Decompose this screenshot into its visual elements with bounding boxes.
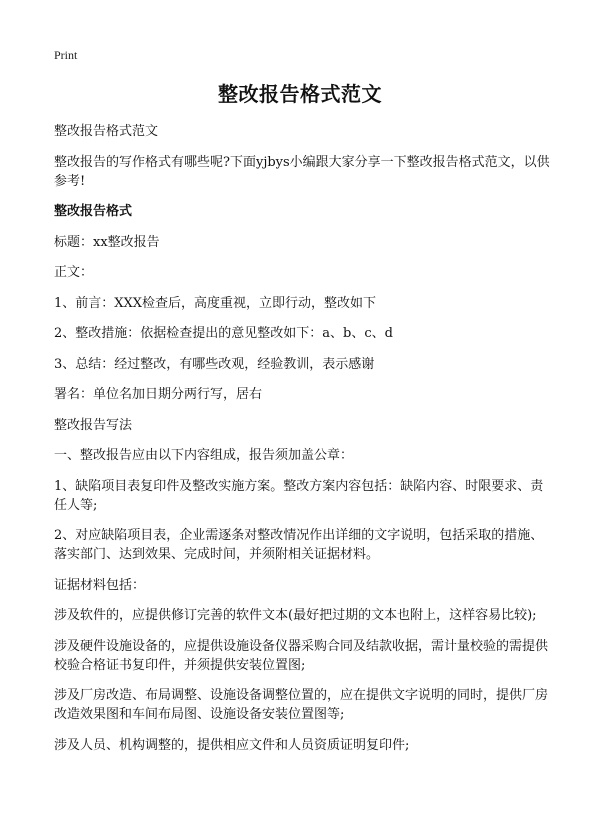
document-body	[54, 122, 554, 766]
paragraph-software-evidence: 涉及软件的，应提供修订完善的软件文本(最好把过期的文本也附上，这样容易比较);	[54, 608, 537, 623]
section-heading-format: 整改报告格式	[54, 204, 133, 219]
paragraph-plant-evidence: 涉及厂房改造、布局调整、设施设备调整位置的，应在提供文字说明的同时，提供厂房改造效果图和车间布局图、设施设备安装位置图等;	[54, 688, 549, 722]
subtitle-paragraph: 整改报告格式范文	[54, 124, 159, 139]
paragraph-signature: 署名：单位名加日期分两行写，居右	[54, 387, 263, 402]
paragraph-evidence-label: 证据材料包括：	[54, 577, 146, 593]
paragraph-personnel-evidence: 涉及人员、机构调整的，提供相应文件和人员资质证明复印件;	[54, 737, 410, 753]
list-item-rectification-details: 2、对应缺陷项目表，企业需逐条对整改情况作出详细的文字说明，包括采取的措施、落实部门、达到效果、完成时间，并须附相关证据材料。	[54, 528, 544, 562]
print-label: Print	[54, 48, 78, 62]
list-item-measures: 2、整改措施：依据检查提出的意见整改如下：a、b、c、d	[54, 326, 393, 341]
paragraph-title-line: 标题：xx整改报告	[54, 234, 160, 250]
paragraph-body-label: 正文：	[54, 265, 94, 280]
page-title: 整改报告格式范文	[218, 82, 382, 106]
paragraph-report-composition: 一、整改报告应由以下内容组成，报告须加盖公章：	[54, 448, 354, 463]
section-heading-writing: 整改报告写法	[54, 417, 133, 433]
paragraph-hardware-evidence: 涉及硬件设施设备的，应提供设施设备仪器采购合同及结款收据，需计量校验的需提供校验合格证书复印件，并须提供安装位置图;	[54, 638, 549, 673]
list-item-summary: 3、总结：经过整改，有哪些改观，经验教训，表示感谢	[54, 356, 375, 372]
list-item-defect-table: 1、缺陷项目表复印件及整改实施方案。整改方案内容包括：缺陷内容、时限要求、责任人等;	[54, 478, 544, 513]
list-item-preface: 1、前言：XXX检查后，高度重视，立即行动，整改如下	[54, 295, 377, 311]
intro-paragraph: 整改报告的写作格式有哪些呢?下面yjbys小编跟大家分享一下整改报告格式范文，以供参考!	[54, 154, 550, 189]
